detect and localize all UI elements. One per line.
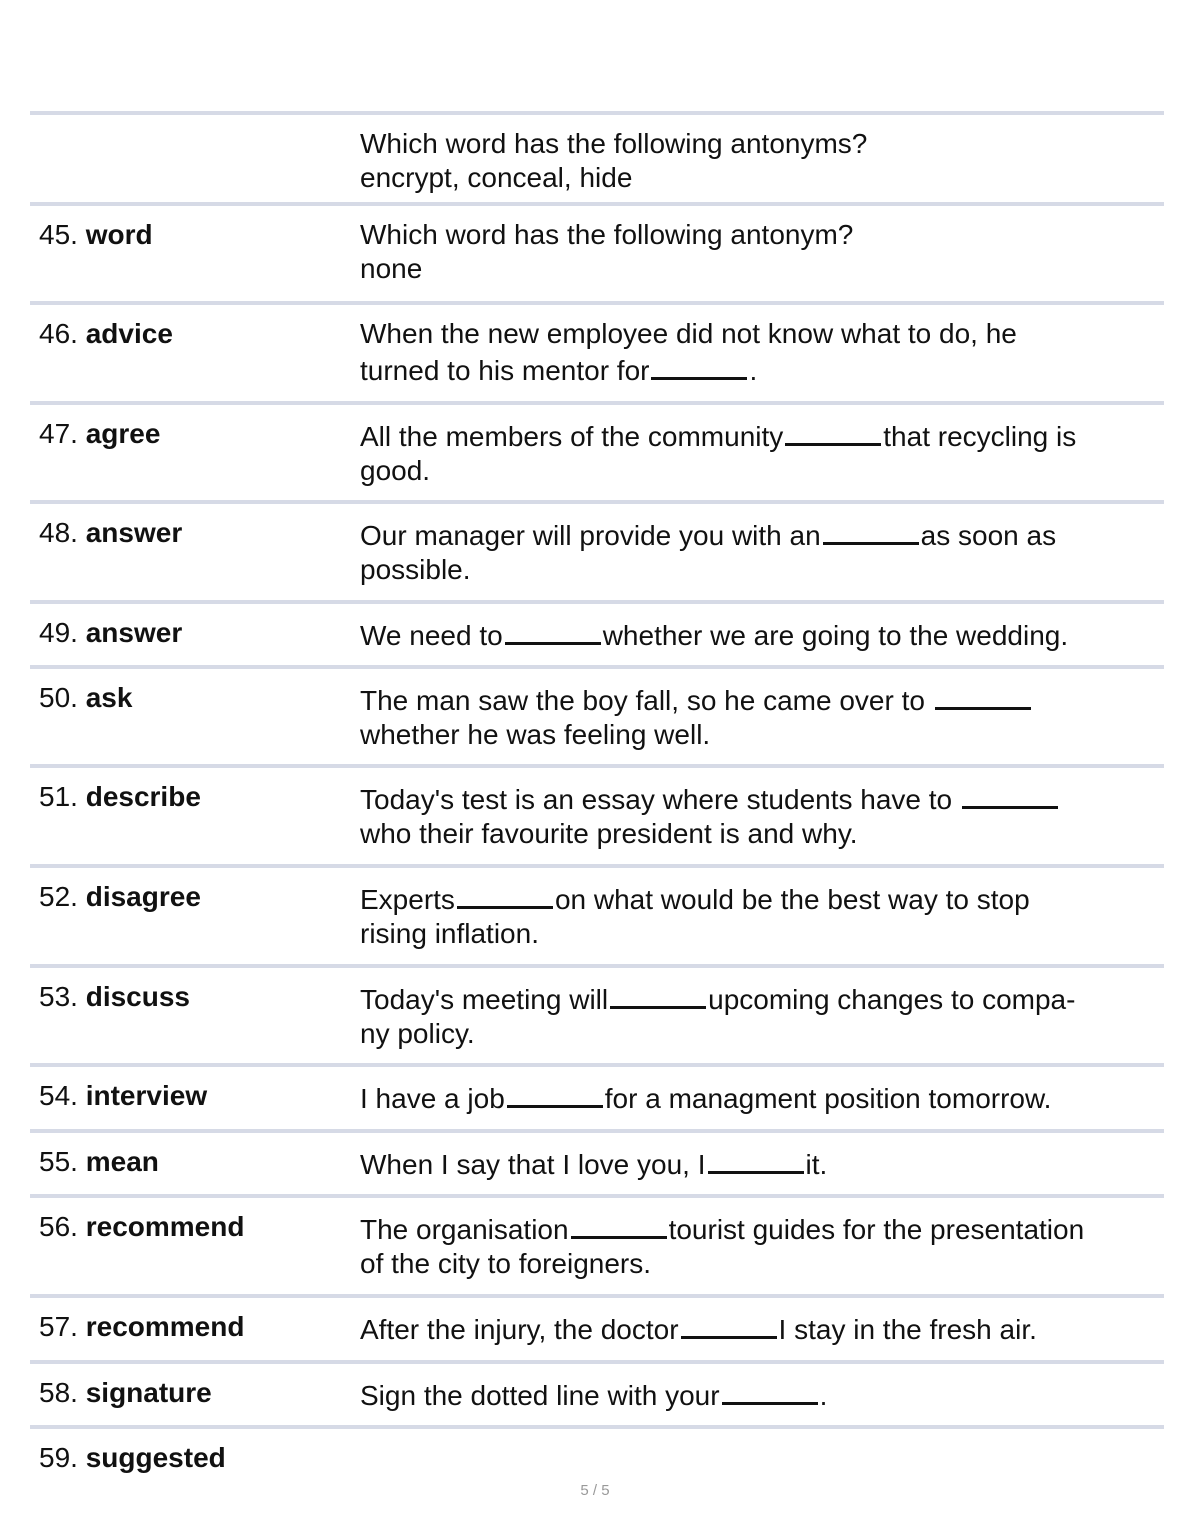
answer-blank[interactable]	[935, 681, 1031, 710]
question-text	[360, 1145, 1160, 1182]
question-segment: All the members of the community	[360, 421, 784, 452]
item-number: 45.	[39, 219, 78, 250]
term: recommend	[85, 1311, 245, 1342]
question-line	[360, 917, 1160, 951]
term: mean	[85, 1146, 159, 1177]
vocab-word	[39, 317, 173, 351]
question-line	[360, 681, 1160, 718]
question-text	[360, 516, 1160, 587]
question-line	[360, 417, 1160, 454]
answer-blank[interactable]	[610, 980, 706, 1009]
question-line	[360, 454, 1160, 488]
question-segment: ny policy.	[360, 1018, 475, 1049]
vocab-word	[39, 616, 182, 650]
page-number: 5 / 5	[580, 1482, 610, 1499]
question-segment: of the city to foreigners.	[360, 1248, 652, 1279]
question-segment: Experts	[360, 884, 455, 915]
question-segment: Our manager will provide you with an	[360, 520, 821, 551]
answer-blank[interactable]	[505, 616, 601, 645]
question-line	[360, 1017, 1160, 1051]
question-segment: The man saw the boy fall, so he came over to	[360, 685, 933, 716]
question-line	[360, 817, 1160, 851]
table-row	[30, 1425, 1164, 1485]
question-text	[360, 218, 1160, 286]
answer-blank[interactable]	[962, 780, 1058, 809]
table-row	[30, 1194, 1164, 1294]
vocab-word	[39, 417, 160, 451]
question-line	[360, 616, 1160, 653]
answer-blank[interactable]	[708, 1145, 804, 1174]
question-segment: We need to	[360, 620, 503, 651]
question-segment: for a managment position tomorrow.	[604, 1083, 1052, 1114]
item-number: 58.	[39, 1377, 78, 1408]
item-number: 54.	[39, 1080, 78, 1111]
term: recommend	[85, 1211, 245, 1242]
question-segment: Which word has the following antonyms?	[360, 128, 868, 159]
question-text	[360, 681, 1160, 752]
question-text	[360, 880, 1160, 951]
vocab-word	[39, 980, 190, 1014]
question-text	[360, 616, 1160, 653]
term: suggested	[85, 1442, 226, 1473]
question-text	[360, 980, 1160, 1051]
question-segment: none	[360, 253, 423, 284]
item-number: 50.	[39, 682, 78, 713]
question-segment: When I say that I love you, I	[360, 1149, 706, 1180]
term: word	[85, 219, 153, 250]
question-segment: Today's meeting will	[360, 984, 609, 1015]
question-line	[360, 1079, 1160, 1116]
question-text	[360, 780, 1160, 851]
vocab-word	[39, 218, 153, 252]
question-segment: on what would be the best way to stop	[554, 884, 1030, 915]
question-segment: I stay in the fresh air.	[778, 1314, 1037, 1345]
question-text	[360, 1376, 1160, 1413]
table-row	[30, 864, 1164, 964]
table-row	[30, 600, 1164, 665]
question-segment: encrypt, conceal, hide	[360, 162, 633, 193]
question-segment: it.	[805, 1149, 828, 1180]
question-text	[360, 1310, 1160, 1347]
table-row	[30, 401, 1164, 500]
item-number: 46.	[39, 318, 78, 349]
table-row	[30, 1063, 1164, 1129]
item-number: 52.	[39, 881, 78, 912]
question-text	[360, 317, 1160, 388]
term: agree	[85, 418, 161, 449]
vocab-word	[39, 780, 201, 814]
term: advice	[85, 318, 173, 349]
table-row	[30, 301, 1164, 401]
question-line	[360, 252, 1160, 286]
question-line	[360, 1145, 1160, 1182]
vocab-word	[39, 1310, 244, 1344]
answer-blank[interactable]	[722, 1376, 818, 1405]
question-line	[360, 161, 1160, 195]
table-row	[30, 202, 1164, 301]
vocabulary-table	[30, 111, 1164, 1485]
term: interview	[85, 1080, 208, 1111]
term: answer	[85, 617, 183, 648]
vocab-word	[39, 1210, 244, 1244]
vocab-word	[39, 1079, 207, 1113]
question-segment: possible.	[360, 554, 471, 585]
table-row	[30, 500, 1164, 600]
question-segment: upcoming changes to compa-	[708, 984, 1076, 1015]
item-number: 49.	[39, 617, 78, 648]
table-row	[30, 1294, 1164, 1360]
question-segment: whether we are going to the wedding.	[602, 620, 1069, 651]
term: answer	[85, 517, 183, 548]
question-segment: good.	[360, 455, 431, 486]
item-number: 56.	[39, 1211, 78, 1242]
item-number: 53.	[39, 981, 78, 1012]
question-segment: .	[819, 1380, 828, 1411]
question-segment: After the injury, the doctor	[360, 1314, 679, 1345]
vocab-word	[39, 1145, 159, 1179]
vocab-word	[39, 681, 132, 715]
question-segment: Which word has the following antonym?	[360, 219, 854, 250]
question-segment: whether he was feeling well.	[360, 719, 711, 750]
question-line	[360, 1376, 1160, 1413]
question-line	[360, 718, 1160, 752]
question-line	[360, 553, 1160, 587]
question-line	[360, 218, 1160, 252]
vocab-word	[39, 516, 182, 550]
question-line	[360, 1247, 1160, 1281]
question-line	[360, 351, 1160, 388]
table-row	[30, 1129, 1164, 1194]
item-number: 48.	[39, 517, 78, 548]
question-segment: I have a job	[360, 1083, 505, 1114]
question-text	[360, 127, 1160, 195]
question-line	[360, 516, 1160, 553]
question-line	[360, 1310, 1160, 1347]
table-row	[30, 111, 1164, 202]
question-segment: When the new employee did not know what to do, he	[360, 318, 1017, 349]
table-row	[30, 665, 1164, 764]
item-number: 47.	[39, 418, 78, 449]
vocab-word	[39, 880, 201, 914]
term: ask	[85, 682, 133, 713]
answer-blank[interactable]	[507, 1079, 603, 1108]
question-segment: as soon as	[920, 520, 1057, 551]
question-line	[360, 317, 1160, 351]
table-row	[30, 964, 1164, 1063]
answer-blank[interactable]	[681, 1310, 777, 1339]
answer-blank[interactable]	[457, 880, 553, 909]
answer-blank[interactable]	[785, 417, 881, 446]
answer-blank[interactable]	[823, 516, 919, 545]
question-text	[360, 1210, 1160, 1281]
question-text	[360, 1079, 1160, 1116]
item-number: 51.	[39, 781, 78, 812]
question-line	[360, 880, 1160, 917]
table-row	[30, 1360, 1164, 1425]
question-line	[360, 127, 1160, 161]
answer-blank[interactable]	[571, 1210, 667, 1239]
question-segment: tourist guides for the presentation	[668, 1214, 1085, 1245]
term: describe	[85, 781, 201, 812]
term: signature	[85, 1377, 212, 1408]
term: discuss	[85, 981, 190, 1012]
question-segment: rising inflation.	[360, 918, 539, 949]
question-line	[360, 1210, 1160, 1247]
question-segment: Sign the dotted line with your	[360, 1380, 720, 1411]
term: disagree	[85, 881, 201, 912]
item-number: 59.	[39, 1442, 78, 1473]
question-segment: Today's test is an essay where students have to	[360, 784, 960, 815]
table-row	[30, 764, 1164, 864]
answer-blank[interactable]	[651, 351, 747, 380]
question-segment: turned to his mentor for	[360, 355, 650, 386]
item-number: 57.	[39, 1311, 78, 1342]
question-line	[360, 980, 1160, 1017]
question-segment: who their favourite president is and why.	[360, 818, 858, 849]
vocab-word	[39, 1441, 226, 1475]
question-segment: .	[749, 355, 758, 386]
question-segment: that recycling is	[883, 421, 1077, 452]
question-line	[360, 780, 1160, 817]
vocab-word	[39, 1376, 212, 1410]
item-number: 55.	[39, 1146, 78, 1177]
question-segment: The organisation	[360, 1214, 569, 1245]
question-text	[360, 417, 1160, 488]
